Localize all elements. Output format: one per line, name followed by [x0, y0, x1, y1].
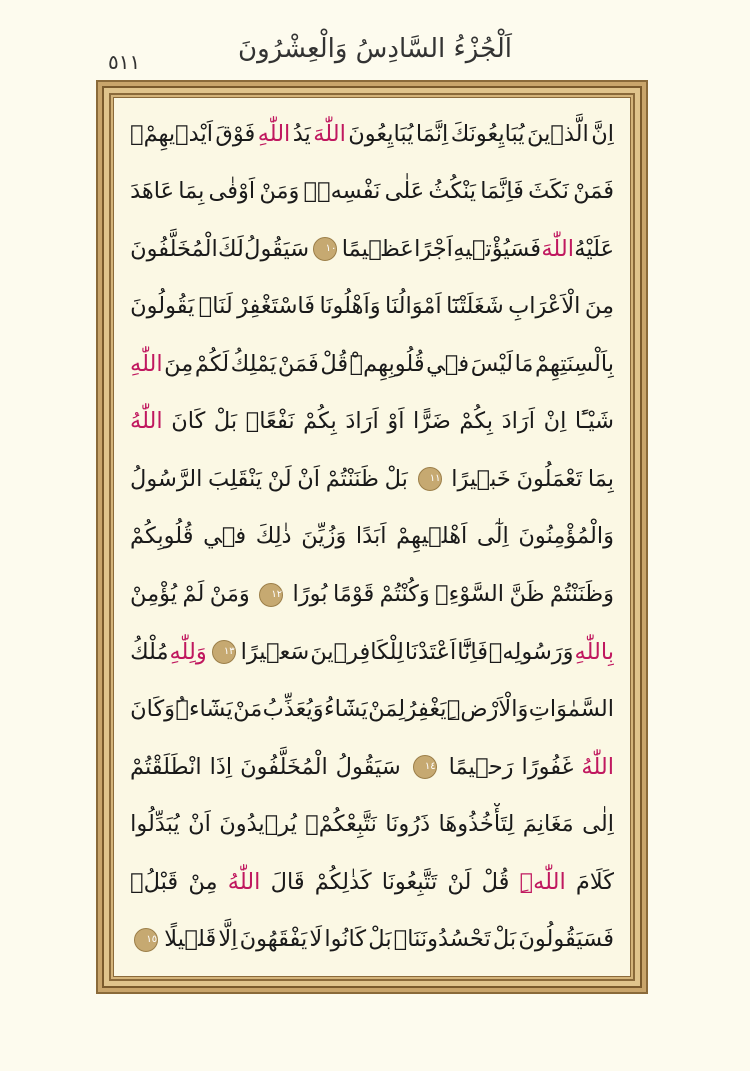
verse-word: لَكُمْ [194, 350, 230, 377]
quran-text-area [113, 97, 631, 977]
page-number: ٥١١ [108, 50, 141, 74]
verse-line [130, 170, 614, 214]
frame-border-inner [109, 93, 635, 981]
verse-word: قُلُوبِهِمْۜ [349, 350, 425, 377]
divine-name-word: اللّٰهُ [227, 868, 261, 895]
verse-line [130, 342, 614, 386]
verse-word: الْمُخَلَّفُونَ [130, 235, 218, 262]
verse-line [130, 573, 614, 617]
verse-word: الْاَعْرَابِ [508, 293, 581, 320]
verse-word: اَعْتَدْنَا [404, 638, 457, 665]
verse-word: ضَرًّا [413, 408, 451, 435]
verse-word: ظَنَنْتُمْ [325, 465, 379, 492]
verse-word: نَفْعًاۜ [245, 408, 295, 435]
verse-line [130, 457, 614, 501]
ayah-number-marker: ١٢ [259, 583, 283, 607]
verse-word: اَيْد۪يهِمْۚ [130, 120, 213, 147]
verse-line [130, 688, 614, 732]
verse-word: اَنْ [188, 811, 211, 838]
verse-line [130, 918, 614, 962]
verse-word: ذَرُونَا [385, 811, 431, 838]
verse-word: اِذَا [209, 753, 233, 780]
verse-word: لَنْ [447, 868, 472, 895]
verse-word: لَيْسَ [470, 350, 514, 377]
verse-word: السَّوْءِۚ [435, 581, 505, 607]
verse-word: انْطَلَقْتُمْ [130, 753, 202, 780]
verse-word: لَنْ [267, 465, 292, 492]
verse-line [130, 745, 614, 789]
ayah-number-marker: ١٥ [134, 928, 158, 952]
verse-word: سَيَقُولُ [335, 753, 401, 780]
verse-word: قُلْ [481, 868, 510, 895]
verse-word: يَفْقَهُونَ [239, 926, 308, 953]
verse-word: يَدُ [292, 120, 311, 147]
verse-word: مَغَانِمَ [522, 811, 574, 838]
divine-name-word: اللّٰهُ [130, 408, 163, 435]
verse-word: قَبْلُۚ [130, 868, 179, 895]
divine-name-word: اللّٰهِ [257, 120, 291, 147]
verse-word: غَفُورًا [521, 753, 574, 780]
verse-word: ذٰلِكَ [255, 523, 292, 550]
verse-word: تَتَّبِعُونَا [381, 868, 438, 895]
verse-line [130, 630, 614, 674]
verse-word: مِنَ [584, 293, 614, 320]
verse-word: يُؤْمِنْ [130, 581, 178, 607]
verse-word: يَقُولُونَ [130, 293, 195, 320]
verse-word: يَنْكُثُ [428, 178, 476, 205]
verse-word: الْمُخَلَّفُونَ [240, 753, 328, 780]
divine-name-word: وَلِلّٰهِ [169, 638, 207, 665]
verse-word: وَظَنَنْتُمْ [549, 581, 614, 607]
verse-word: بِكُمْ [459, 408, 494, 435]
verse-word: اَرَادَ [501, 408, 535, 435]
verse-word: مَا [514, 350, 534, 377]
verse-word: بُورًا [292, 581, 328, 607]
verse-word: بَلْ [384, 465, 408, 492]
verse-word: قَل۪يلًا [164, 926, 217, 953]
verse-word: وَمَنْ [259, 178, 300, 205]
verse-word: فَاِنَّمَا [480, 178, 524, 205]
divine-name-word: اللّٰهِۜ [519, 868, 566, 895]
verse-word: يُبَايِعُونَكَ [450, 120, 525, 147]
verse-word: ظَنَّ [509, 581, 545, 607]
verse-word: اَوْفٰى [208, 178, 256, 205]
ayah-number-marker: ١٠ [313, 237, 337, 261]
verse-word: رَح۪يمًا [448, 753, 514, 780]
verse-word: اَمْوَالُنَا [385, 293, 442, 320]
verse-word: نَكَثَ [528, 178, 569, 205]
verse-word: فَسَيَقُولُونَ [518, 926, 614, 953]
verse-word: كَانُوا [324, 926, 367, 953]
verse-word: خَب۪يرًا [451, 465, 511, 492]
verse-word: يَنْقَلِبَ [208, 465, 262, 492]
verse-word: لَا [309, 926, 323, 953]
verse-word: بِمَا [587, 465, 614, 492]
verse-word: ف۪ي [203, 523, 247, 550]
verse-word: يُر۪يدُونَ [219, 811, 297, 838]
verse-word: عَلَيْهُ [574, 235, 614, 262]
ayah-number-marker: ١٤ [413, 755, 437, 779]
verse-word: لِتَأْخُذُوهَا [438, 811, 515, 838]
verse-word: قُلْ [320, 350, 349, 377]
verse-word: فَاِنَّٓا [457, 638, 488, 665]
verse-line [130, 860, 614, 904]
verse-word: يَشَٓاءُۜ [175, 696, 233, 723]
verse-word: بَلْ [368, 926, 392, 953]
verse-word: يُبَدِّلُوا [130, 811, 180, 838]
verse-word: اِلَّا [218, 926, 238, 953]
verse-word: لَنَاۚ [198, 293, 233, 320]
divine-name-word: اللّٰهِ [130, 350, 163, 377]
verse-word: نَفْسِه۪ۚ [303, 178, 381, 205]
ayah-number-marker: ١٣ [212, 640, 236, 664]
verse-word: وَالْاَرْضِۜ [446, 696, 529, 723]
verse-line [130, 112, 614, 156]
verse-word: قَوْمًا [332, 581, 375, 607]
verse-line [130, 515, 614, 559]
verse-word: بَلْ [492, 926, 517, 953]
verse-word: عَلٰى [384, 178, 425, 205]
verse-word: اَرَادَ [345, 408, 379, 435]
verse-word: وَكُنْتُمْ [379, 581, 430, 607]
verse-word: مِنَ [164, 350, 194, 377]
verse-word: مَنْ [233, 696, 263, 723]
verse-word: شَغَلَتْنَٓا [446, 293, 504, 320]
verse-word: يُبَايِعُونَ [348, 120, 414, 147]
verse-word: تَعْمَلُونَ [516, 465, 583, 492]
verse-word: عَاهَدَ [130, 178, 175, 205]
verse-word: السَّمٰوَاتِ [528, 696, 614, 723]
verse-word: اَهْل۪يهِمْ [396, 523, 468, 550]
verse-word: وَيُعَذِّبُ [262, 696, 324, 723]
ornamental-frame [96, 80, 648, 994]
verse-word: وَكَانَ [130, 696, 176, 723]
verse-word: كَذٰلِكُمْ [314, 868, 372, 895]
verse-word: كَلَامَ [575, 868, 614, 895]
verse-word: اِلٰٓى [476, 523, 509, 550]
divine-name-word: اللّٰهَ [541, 235, 574, 262]
verse-word: اَنْ [297, 465, 321, 492]
verse-word: لَكَ [218, 235, 244, 262]
verse-word: فَمَنْ [573, 178, 614, 205]
verse-word: كَانَ [171, 408, 206, 435]
verse-word: اِنْ [543, 408, 567, 435]
verse-word: فَاسْتَغْفِرْ [237, 293, 316, 320]
divine-name-word: بِاللّٰهِ [574, 638, 614, 665]
verse-word: اَبَدًا [355, 523, 387, 550]
frame-border-middle [102, 86, 642, 988]
verse-word: بِمَا [178, 178, 205, 205]
verse-word: اِنَّ [591, 120, 614, 147]
verse-word: فَسَيُؤْت۪يهِ [453, 235, 542, 262]
verse-word: يَمْلِكُ [230, 350, 277, 377]
verse-word: فَوْقَ [215, 120, 256, 147]
ayah-number-marker: ١١ [418, 467, 442, 491]
verse-word: فَمَنْ [277, 350, 319, 377]
divine-name-word: اللّٰهُ [581, 753, 614, 780]
divine-name-word: اللّٰهَ [313, 120, 346, 147]
verse-word: قُلُوبِكُمْ [130, 523, 194, 550]
verse-word: عَظ۪يمًا [341, 235, 414, 262]
verse-word: تَحْسُدُونَنَاۜ [393, 926, 491, 953]
verse-word: شَيْـًٔا [574, 408, 614, 435]
verse-word: لِلْكَافِر۪ينَ [310, 638, 404, 665]
verse-word: قَالَ [270, 868, 305, 895]
verse-word: اِنَّمَا [415, 120, 449, 147]
verse-word: ف۪ي [426, 350, 470, 377]
verse-word: وَزُيِّنَ [301, 523, 347, 550]
verse-word: بِكُمْ [303, 408, 337, 435]
verse-word: يَشَٓاءُ [324, 696, 368, 723]
verse-word: مِنْ [188, 868, 218, 895]
verse-word: بِاَلْسِنَتِهِمْ [535, 350, 614, 377]
verse-word: وَرَسُولِه۪ [488, 638, 574, 665]
verse-line [130, 400, 614, 444]
verse-word: بَلْ [213, 408, 238, 435]
verse-word: سَيَقُولُ [244, 235, 310, 262]
verse-word: وَاَهْلُونَا [319, 293, 381, 320]
verse-word: اِلٰى [582, 811, 614, 838]
verse-word: مُلْكُ [130, 638, 169, 665]
verse-line [130, 227, 614, 271]
verse-word: لِمَنْ [368, 696, 406, 723]
verse-word: اَوْ [387, 408, 405, 435]
verse-word: سَع۪يرًا [240, 638, 310, 665]
verse-word: نَتَّبِعْكُمْۚ [305, 811, 377, 838]
verse-word: وَمَنْ [209, 581, 250, 607]
juz-title: اَلْجُزْءُ السَّادِسُ وَالْعِشْرُونَ [237, 34, 513, 64]
verse-line [130, 803, 614, 847]
verse-word: لَمْ [182, 581, 205, 607]
verse-word: يَغْفِرُ [405, 696, 447, 723]
verse-line [130, 285, 614, 329]
verse-word: الَّذ۪ينَ [526, 120, 589, 147]
verse-word: الرَّسُولُ [130, 465, 203, 492]
verse-word: وَالْمُؤْمِنُونَ [518, 523, 614, 550]
verse-word: اَجْرًا [414, 235, 453, 262]
